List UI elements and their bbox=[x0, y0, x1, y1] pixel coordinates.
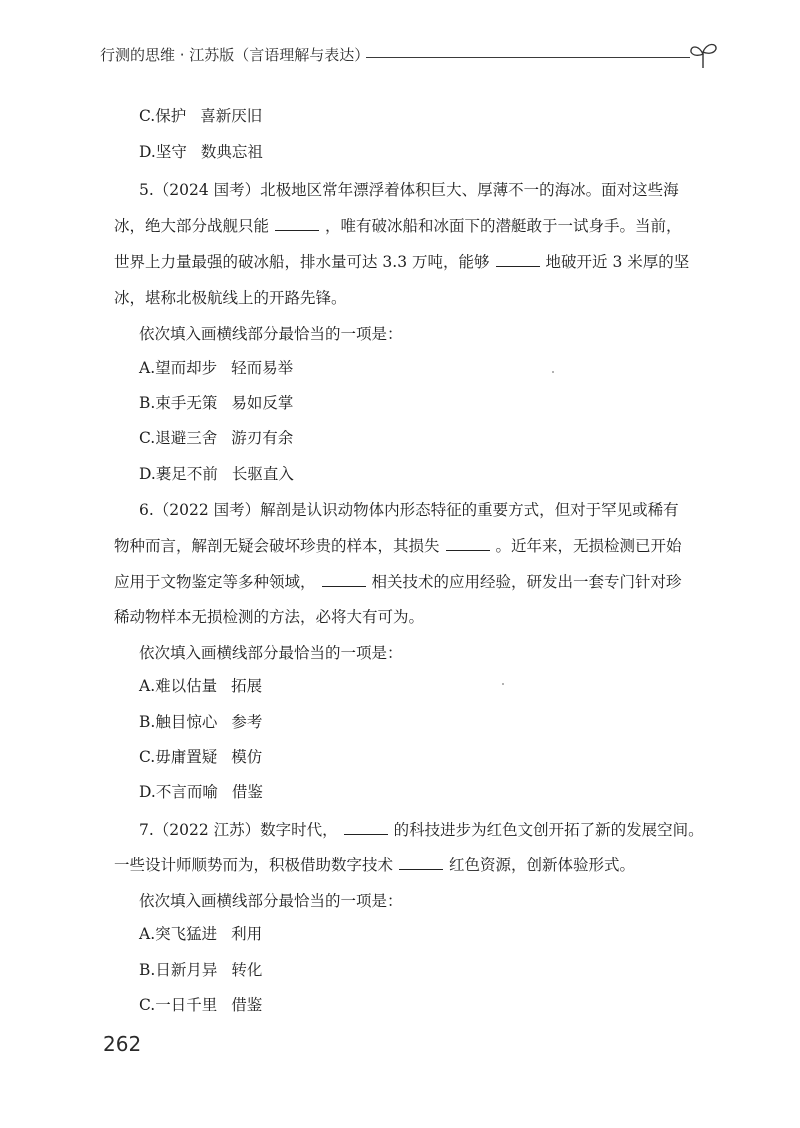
question-6-line-4: 稀动物样本无损检测的方法，必将大有可为。 bbox=[114, 608, 425, 626]
option-line: A.突飞猛进 利用 bbox=[139, 925, 263, 943]
answer-blank bbox=[322, 572, 366, 587]
answer-blank bbox=[496, 252, 540, 267]
question-prompt: 依次填入画横线部分最恰当的一项是： bbox=[139, 325, 403, 343]
question-5-line-1: 5.（2024 国考）北极地区常年漂浮着体积巨大、厚薄不一的海冰。面对这些海 bbox=[139, 181, 679, 199]
option-line: C.毋庸置疑 模仿 bbox=[139, 748, 263, 766]
running-header bbox=[100, 38, 720, 74]
page-number: 262 bbox=[103, 1032, 142, 1056]
question-6-line-1: 6.（2022 国考）解剖是认识动物体内形态特征的重要方式，但对于罕见或稀有 bbox=[139, 501, 679, 519]
answer-blank bbox=[446, 536, 490, 551]
question-5-line-4: 冰，堪称北极航线上的开路先锋。 bbox=[114, 289, 347, 307]
option-line: C.退避三舍 游刃有余 bbox=[139, 429, 294, 447]
scan-speck bbox=[502, 683, 504, 685]
option-line: D.不言而喻 借鉴 bbox=[139, 783, 263, 801]
question-7-line-2: 一些设计师顺势而为，积极借助数字技术 红色资源，创新体验形式。 bbox=[114, 856, 636, 874]
option-line: D.坚守 数典忘祖 bbox=[139, 143, 263, 161]
option-line: B.束手无策 易如反掌 bbox=[139, 394, 294, 412]
option-line: B.日新月异 转化 bbox=[139, 961, 263, 979]
scan-speck bbox=[552, 371, 554, 373]
answer-blank bbox=[399, 855, 443, 870]
book-title: 行测的思维 · 江苏版（言语理解与表达） bbox=[100, 46, 370, 64]
question-prompt: 依次填入画横线部分最恰当的一项是： bbox=[139, 892, 403, 910]
option-line: C.保护 喜新厌旧 bbox=[139, 107, 263, 125]
question-5-line-2: 冰，绝大部分战舰只能 ，唯有破冰船和冰面下的潜艇敢于一试身手。当前， bbox=[114, 217, 682, 235]
option-line: D.裹足不前 长驱直入 bbox=[139, 465, 294, 483]
option-line: A.望而却步 轻而易举 bbox=[139, 359, 294, 377]
option-line: B.触目惊心 参考 bbox=[139, 713, 263, 731]
question-5-line-3: 世界上力量最强的破冰船，排水量可达 3.3 万吨，能够 地破开近 3 米厚的坚 bbox=[114, 253, 690, 271]
question-prompt: 依次填入画横线部分最恰当的一项是： bbox=[139, 644, 403, 662]
question-7-line-1: 7.（2022 江苏）数字时代， 的科技进步为红色文创开拓了新的发展空间。 bbox=[139, 821, 704, 839]
option-line: A.难以估量 拓展 bbox=[139, 677, 263, 695]
question-6-line-3: 应用于文物鉴定等多种领域， 相关技术的应用经验，研发出一套专门针对珍 bbox=[114, 573, 682, 591]
question-6-line-2: 物种而言，解剖无疑会破坏珍贵的样本，其损失 。近年来，无损检测已开始 bbox=[114, 537, 682, 555]
answer-blank bbox=[344, 820, 388, 835]
header-rule bbox=[366, 57, 690, 58]
option-line: C.一日千里 借鉴 bbox=[139, 996, 263, 1014]
sprout-icon bbox=[686, 38, 720, 72]
answer-blank bbox=[275, 216, 319, 231]
